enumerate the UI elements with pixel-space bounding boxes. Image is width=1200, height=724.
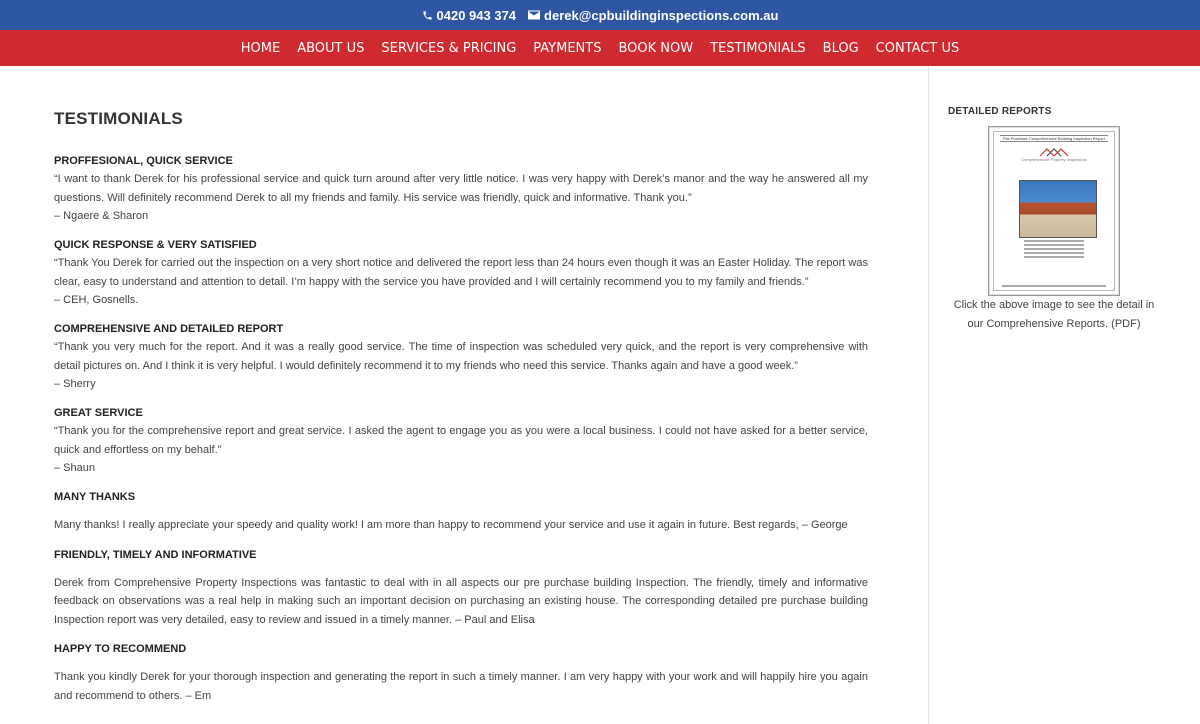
- nav-item-testimonials[interactable]: TESTIMONIALS: [710, 41, 806, 56]
- testimonial: [54, 546, 868, 630]
- phone-icon: [422, 10, 433, 21]
- testimonial-body: “I want to thank Derek for his professional service and quick turn around after very little notice. I was very happy with Derek’s manor and the way he answered all my questions. Will definitely recommend Derek to all my friends and family. His service was friendly, quick and informative. Thank you.”: [54, 173, 868, 204]
- testimonial: [54, 320, 868, 393]
- testimonial-heading: HAPPY TO RECOMMEND: [54, 643, 187, 655]
- main-nav: [0, 30, 1200, 66]
- testimonial: [54, 640, 868, 705]
- nav-item-home[interactable]: HOME: [240, 41, 281, 56]
- report-text-lines: [1024, 238, 1084, 260]
- testimonial-heading: COMPREHENSIVE AND DETAILED REPORT: [54, 323, 284, 335]
- report-thumbnail[interactable]: [988, 126, 1120, 296]
- testimonial: [54, 404, 868, 477]
- email-address: derek@cpbuildinginspections.com.au: [544, 7, 779, 23]
- testimonial-author: – Shaun: [54, 462, 95, 474]
- testimonial: [54, 236, 868, 309]
- testimonial-heading: PROFFESIONAL, QUICK SERVICE: [54, 155, 233, 167]
- testimonial-heading: QUICK RESPONSE & VERY SATISFIED: [54, 239, 257, 251]
- testimonial-author: – CEH, Gosnells.: [54, 294, 139, 306]
- report-title: Pre-Purchase Comprehensive Building Inspection Report: [1000, 135, 1108, 142]
- testimonial-body: Derek from Comprehensive Property Inspections was fantastic to deal with in all aspects our pre purchase building Inspection. The friendly, timely and informative feedback on observations was a real help in making such an important decision on purchasing an existing house. The corresponding detailed pre purchase building Inspection report was very detailed, easy to review and issued in a timely manner. – Paul and Elisa: [54, 576, 868, 626]
- testimonial-body: “Thank you very much for the report. And it was a really good service. The time of inspection was scheduled very quick, and the report is very comprehensive with detail pictures on. And I think it is very helpful. I would definitely recommend it to my friends who need this service. Thanks again and have a good week.”: [54, 341, 868, 372]
- testimonial-author: – Sherry: [54, 378, 96, 390]
- testimonials-list: [54, 152, 868, 716]
- email-link[interactable]: [528, 8, 778, 23]
- testimonial: [54, 488, 868, 535]
- page-title: TESTIMONIALS: [54, 109, 183, 128]
- testimonial-body: “Thank you for the comprehensive report and great service. I asked the agent to engage you as you were a local business. I could not have asked for a better service, quick and effortless on my behalf.”: [54, 425, 868, 456]
- testimonial-body: Many thanks! I really appreciate your speedy and quality work! I am more than happy to recommend your service and use it again in future. Best regards, – George: [54, 519, 848, 531]
- sidebar-divider: [928, 66, 929, 724]
- report-company: Comprehensive Property Inspections: [1021, 157, 1087, 162]
- house-roof-logo-icon: [1039, 148, 1069, 157]
- nav-item-book-now[interactable]: BOOK NOW: [618, 41, 694, 56]
- nav-item-services-pricing[interactable]: SERVICES & PRICING: [381, 41, 517, 56]
- testimonial-heading: MANY THANKS: [54, 491, 136, 503]
- testimonial-author: – Ngaere & Sharon: [54, 210, 149, 222]
- report-house-photo: [1019, 180, 1097, 238]
- nav-item-payments[interactable]: PAYMENTS: [533, 41, 602, 56]
- nav-item-blog[interactable]: BLOG: [822, 41, 859, 56]
- nav-item-about-us[interactable]: ABOUT US: [297, 41, 365, 56]
- testimonial-body: Thank you kindly Derek for your thorough inspection and generating the report in such a timely manner. I am very happy with your work and will happily hire you again and recommend to others. – Em: [54, 671, 868, 702]
- contact-bar: [0, 0, 1200, 30]
- testimonial: [54, 152, 868, 225]
- testimonial-heading: GREAT SERVICE: [54, 407, 143, 419]
- report-caption: Click the above image to see the detail in our Comprehensive Reports. (PDF): [953, 299, 1155, 330]
- envelope-icon: [528, 10, 540, 20]
- phone-number: 0420 943 374: [436, 7, 517, 23]
- testimonial-heading: FRIENDLY, TIMELY AND INFORMATIVE: [54, 548, 257, 561]
- testimonial-body: “Thank You Derek for carried out the inspection on a very short notice and delivered the report less than 24 hours even though it was an Easter Holiday. The report was clear, easy to understand and attention to detail. I’m happy with the service you have provided and I will certainly recommend you to my family and friends.”: [54, 257, 868, 288]
- report-footer-line: [1002, 285, 1106, 287]
- report-page: [993, 131, 1115, 291]
- sidebar-heading: DETAILED REPORTS: [948, 106, 1052, 117]
- nav-item-contact-us[interactable]: CONTACT US: [875, 41, 960, 56]
- page-content: [0, 66, 1200, 724]
- phone-link[interactable]: [422, 8, 517, 23]
